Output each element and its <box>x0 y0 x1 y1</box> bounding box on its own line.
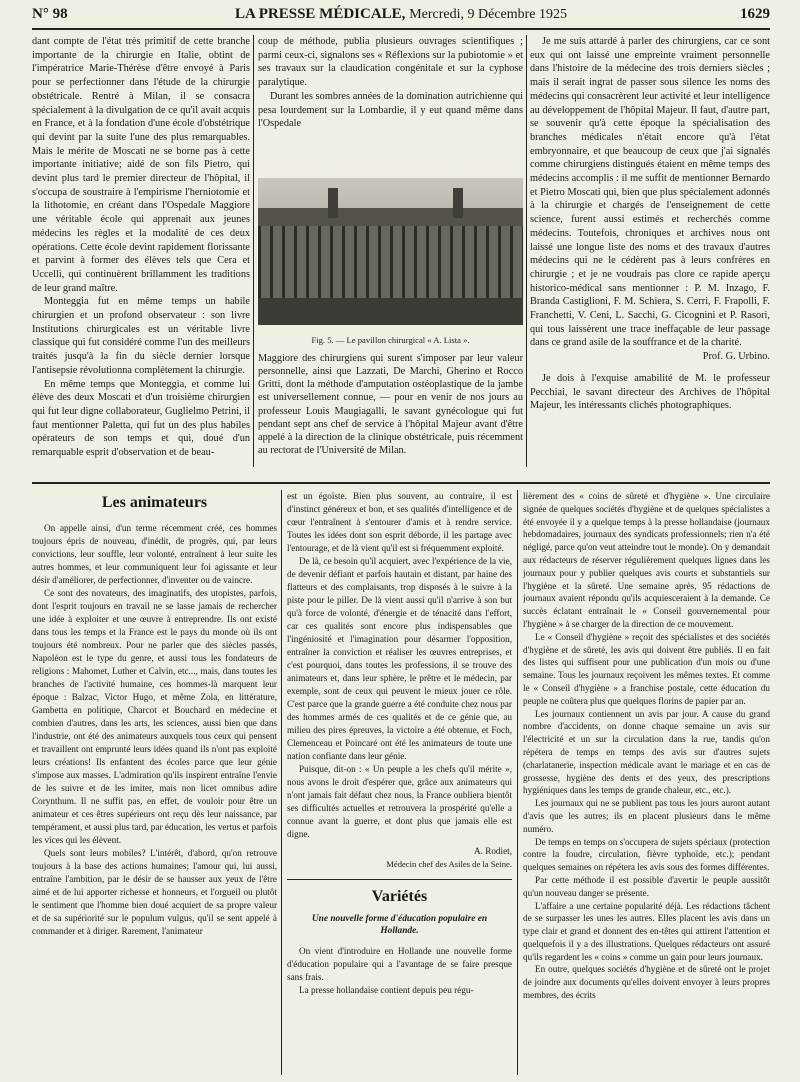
author-signature: Prof. G. Urbino. <box>702 351 770 363</box>
top-column-3 <box>530 35 770 475</box>
paragraph: On vient d'introduire en Hollande une nouvelle forme d'éducation populaire qui a l'avantage de se faire presque sans frais. <box>287 946 512 982</box>
paragraph: Par cette méthode il est possible d'avertir le peuple aussitôt qu'un nouveau danger se présente. <box>523 874 770 898</box>
photo-chimney <box>453 188 463 218</box>
bottom-column-2 <box>287 490 512 1070</box>
footnote: Je dois à l'exquise amabilité de M. le professeur Pecchiai, le savant directeur des Archives de l'hôpital Majeur, les intéressants clichés photographiques. <box>530 372 770 412</box>
paragraph: En outre, quelques sociétés d'hygiène et de sûreté ont le projet de joindre aux documents qu'elles doivent envoyer à leurs propres membres, des écrits <box>523 964 770 1001</box>
section-rule <box>32 482 770 484</box>
paragraph: Durant les sombres années de la domination autrichienne qui pesa lourdement sur la Lombardie, il y eut quand même dans l'Ospedale <box>258 90 523 130</box>
top-column-2-continued <box>258 352 523 467</box>
paragraph: coup de méthode, publia plusieurs ouvrages scientifiques ; parmi ceux-ci, signalons ses « Réflexions sur la pubiotomie » et ses travaux sur la claudication congénitale et sur la cyphose paralytique. <box>258 36 523 89</box>
article-title: Les animateurs <box>101 494 208 511</box>
paragraph: La presse hollandaise contient depuis peu régu- <box>299 985 474 995</box>
column-divider <box>526 35 527 467</box>
author-affiliation: Médecin chef des Asiles de la Seine. <box>386 859 512 869</box>
bottom-column-1 <box>32 490 277 1075</box>
paragraph: On appelle ainsi, d'un terme récemment créé, ces hommes toujours épris de nouveau, d'inédit, de progrès, qui, par leurs convictions, leur souffle, leur volonté, entraînent à leur suite les autres hommes, et leur communiquent leur foi agissante et leur désir d'améliorer, de perfectionner, d'inventer ou de vaincre. <box>32 523 277 585</box>
paragraph: Ce sont des novateurs, des imaginatifs, des utopistes, parfois, dont l'esprit toujours en travail ne se lasse jamais de rechercher une idée à exploiter et une œuvre à entreprendre. Ils ont existé dans tous les temps et la France est le pays du monde où ils ont toujours été nombreux. Pour ne parler que des siècles passés, Napoléon est le type du genre, et aussi tous les fondateurs de religions : Mahomet, Luther et Calvin, etc..., mais, dans toutes les branches de l'activité humaine, ces hommes-là marquent leur époque : Balzac, Victor Hugo, et même Zola, en littérature, Gambetta en politique, Charcot et Bouchard en médecine et combien d'autres, dans les arts, les sciences, aussi bien que dans l'industrie, ont été des animateurs auxquels tous ceux qui pensent et travaillent ont emprunté leurs idées quand ils n'ont pas exploité leurs créations! Ils enfantent des écoles parce que leur génie s'impose aux masses. L'admiration qu'ils inspirent entraîne l'envie de les suivre et de les imiter, mais non licet omnibus adire Corynthum. Il ne suffit pas, en effet, de vouloir pour être un animateur et ces êtres supérieurs ont reçu dès leur naissance, par tempérament, et aussi plus tard, par éducation, les vertus et parfois les vices qui les élèvent. <box>32 588 277 845</box>
paragraph: En même temps que Monteggia, et comme lui élève des deux Moscati et d'un troisième chirurgien qui fut leur digne collaborateur, Guglielmo Petrini, il faut mentionner Paletta, qui fut un des plus habiles opérateurs de son temps et qui, doué d'un remarquable esprit d'observation et de beau- <box>32 378 250 459</box>
paper-name: LA PRESSE MÉDICALE, <box>234 6 406 22</box>
page-number: 1629 <box>740 6 770 22</box>
paragraph: est un égoïste. Bien plus souvent, au contraire, il est d'instinct généreux et bon, et ses qualités d'intelligence et de cœur l'entraînent à s'entourer d'amis et à rendre service. Toutes les idées dont son esprit déborde, il les partage avec l'entourage, et de là vient qu'il est si fréquemment exploité. <box>287 491 512 553</box>
running-header <box>32 4 770 28</box>
top-column-2 <box>258 35 523 175</box>
top-column-1 <box>32 35 250 465</box>
paragraph: Je me suis attardé à parler des chirurgiens, car ce sont eux qui ont laissé une empreinte vraiment personnelle dans l'histoire de la médecine des trois derniers siècles ; mais il serait ingrat de passer sous silence les noms des médecins qui consacrèrent leur activité et leur intelligence au développement de l'hôpital Majeur. Il faut, d'autre part, se souvenir qu'à cette époque la spécialisation des branches médicales n'était encore qu'à l'état embryonnaire, et que beaucoup de ceux que j'ai signalés comme chirurgiens distingués étaient en même temps des médecins accomplis : il me suffit de mentionner Bernardo et Pietro Moscati qui, bien que plus spécialement adonnés à la chirurgie et chargés de l'enseignement de cette science, furent aussi estimés et recherchés comme médecins. Toutefois, chroniques et archives nous ont laissé une longue liste des noms et des travaux d'autres médecins qui ne le cédèrent pas à leurs confrères en chirurgie ; et je ne voudrais pas clore ce rapide aperçu historico-médical sans mentionner : P. M. Inzago, F. Branda Castiglioni, F. M. Schiera, S. Cerri, F. Frapolli, F. Franchetti, V. Ceni, L. Sacchi, G. Cicognini et P. Rasori, qui tous laissèrent une trace ineffaçable de leur passage dans ce grand asile de la souffrance et de la charité. <box>530 36 770 349</box>
paragraph: Monteggia fut en même temps un habile chirurgien et un profond observateur : son livre Institutions chirurgicales est un véritable livre classique qui fut considéré comme l'un des meilleurs traités jusqu'à la fin du siècle dernier lorsque l'antisepsie révolutionna complètement la chirurgie. <box>32 296 250 376</box>
photo-caption: Fig. 5. — Le pavillon chirurgical « A. Lista ». <box>311 335 470 345</box>
photo-building-facade <box>258 226 523 298</box>
issue-number: N° 98 <box>32 6 68 22</box>
author-signature: A. Rodiet, <box>473 846 512 856</box>
column-divider <box>281 490 282 1075</box>
masthead <box>32 6 770 23</box>
paragraph: L'affaire a une certaine popularité déjà. Les rédactions tâchent de se surpasser les unes les autres. Elles placent les avis dans un type clair et grand et donnent des en-têtes qui attirent l'attention et quelquefois il y a des illustrations. Quelques rédacteurs ont assuré qu'ils regardent les « coins » comme un gain pour leurs journaux. <box>523 900 770 962</box>
paragraph: Les journaux contiennent un avis par jour. A cause du grand nombre d'accidents, on donne chaque semaine un avis sur l'électricité et un sur la circulation dans la rue, tandis qu'on répétera de temps en temps des avis sur d'autres sujets (charlatanerie, inspection médicale avant le mariage et en cas de grossesse, hygiène des dents et des yeux, des prescriptions hygiéniques dans les temps de grande chaleur, etc., etc.). <box>523 708 770 796</box>
paragraph: Puisque, dit-on : « Un peuple a les chefs qu'il mérite », nous avons le droit d'espérer que, grâce aux animateurs qui n'ont jamais fait défaut chez nous, la France oubliera bientôt ses difficultés actuelles et retrouvera la prospérité qu'elle a connue avant la guerre, et dont plus que jamais elle est digne. <box>287 764 512 839</box>
photo-chimney <box>328 188 338 218</box>
issue-date: Mercredi, 9 Décembre 1925 <box>409 7 568 22</box>
paragraph: De là, ce besoin qu'il acquiert, avec l'expérience de la vie, de devenir défiant et parfois hautain et distant, par haine des flatteurs et des complaisants, trop disposés à le suivre à la piste pour le piller. De là vient aussi qu'il n'arrive à son but qu'à force de volonté, d'énergie et de ténacité dans l'effort, car ces qualités sont encore plus indispensables que l'ingéniosité et l'imagination pour désarmer l'opposition, entraîner la conviction et réaliser les œuvres entreprises, et c'est pourquoi, dans toutes les professions, il se trouve des animateurs et, dans leur sphère, le prêtre et le médecin, par exemple, sont de ceux qui peuvent le mieux jouer ce rôle. C'est parce que la grande guerre a été conduite chez nous par des hommes armés de ces qualités et de ce génie que, au milieu des pires épreuves, la victoire a été obtenue, et Foch, Clemenceau et Poincaré ont été les animateurs de toute une nation confiante dans leur génie. <box>287 556 512 761</box>
paragraph: De temps en temps on s'occupera de sujets spéciaux (protection contre la foudre, circulation, fièvre typhoïde, etc.); pendant quelques semaines on répétera les avis sous des formes différentes. <box>523 836 770 873</box>
photo-ground <box>258 298 523 325</box>
paragraph: lièrement des « coins de sûreté et d'hygiène ». Une circulaire signée de quelques sociétés d'hygiène et de quelques spécialistes a été envoyée il y a quelque temps à la presse hollandaise (journaux hebdomadaires, journaux des syndicats professionnels; rien n'a été négligé, parce qu'on veut atteindre tout le monde). On y demandait aux rédacteurs de réserver régulièrement quelques lignes dans les journaux pour y publier quelques avis courts et substantiels sur l'hygiène et la sûreté. Une semaine après, 95 rédactions de journaux avaient répondu qu'ils acquiesceraient à la demande. Ce succès éclatant entraînait le « Conseil gouvernemental pour l'hygiène » à se charger de la direction de ce mouvement. <box>523 491 770 629</box>
bottom-column-3 <box>523 490 770 1078</box>
column-divider <box>253 35 254 467</box>
article-divider <box>287 879 512 880</box>
paragraph: Quels sont leurs mobiles? L'intérêt, d'abord, qu'on retrouve toujours à la base des actions humaines; l'amour qui, lui aussi, entraîne l'ambition, par le désir de se hausser aux yeux de l'être aimé et de lui apporter richesse et honneurs, et l'orgueil ou plutôt le sentiment que l'homme bien doué acquiert de sa propre valeur et de sa supériorité sur le populum vulgus, qu'il se sent appelé à commander et à diriger. Rarement, l'animateur <box>32 848 277 936</box>
paragraph: Maggiore des chirurgiens qui surent s'imposer par leur valeur personnelle, ainsi que Lazzati, De Marchi, Gherino et Rocco Gritti, dont la méthode d'amputation ostéoplastique de la jambe est universellement connue, — pour en venir de nos jours au professeur Louis Maugiagalli, le savant gynécologue qui fut pendant sept ans chef de service à l'hôpital Majeur avant d'être appelé à la direction de la clinique obstétricale, puis récemment au rectorat de l'Université de Milan. <box>258 353 523 457</box>
section-subtitle: Une nouvelle forme d'éducation populaire en Hollande. <box>311 914 488 936</box>
paragraph: Le « Conseil d'hygiène » reçoit des spécialistes et des sociétés d'hygiène et de sûreté, les avis qui doivent être publiés. Il en fait des listes qui suffisent pour une publication d'un mois ou d'une semaine. Tous les journaux reçoivent les mêmes textes. Et comme le « Conseil d'hygiène » a franchise postale, cette éducation du peuple ne coûtera plus que quelques florins de papier par an. <box>523 631 770 706</box>
column-divider <box>517 490 518 1075</box>
section-title: Variétés <box>371 888 428 905</box>
paragraph: dant compte de l'état très primitif de cette branche importante de la chirurgie en Italie, obtint de l'impératrice Marie-Thérèse d'être envoyé à Paris pour se perfectionner dans l'étude de la chirurgie obstétricale. Rentré à Milan, il se consacra spécialement à la divulgation de ce qu'il avait acquis en France, et à la fondation d'une école d'obstétrique qui devint par la suite l'une des plus remarquables. Mais le mérite de Moscati ne se borne pas à cette importante initiative; aidé de son fils Pietro, qui devint plus tard le premier directeur de l'hôpital, il s'occupa de soustraire à l'empirisme l'herniotomie et la lithotomie, en créant dans l'Ospedale Maggiore une véritable école qui apprenait aux jeunes médecins les règles et la modalité de ces deux opérations. Cette école devint rapidement florissante et parvint à former des élèves tels que Cera et Uccelli, qui continuèrent brillamment les traditions de leur grand maître. <box>32 36 250 294</box>
surgical-pavilion-photo <box>258 178 523 325</box>
header-rule <box>32 28 770 30</box>
paragraph: Les journaux qui ne se publient pas tous les jours auront autant d'avis que les autres; ils en placent plusieurs dans le même numéro. <box>523 798 770 834</box>
